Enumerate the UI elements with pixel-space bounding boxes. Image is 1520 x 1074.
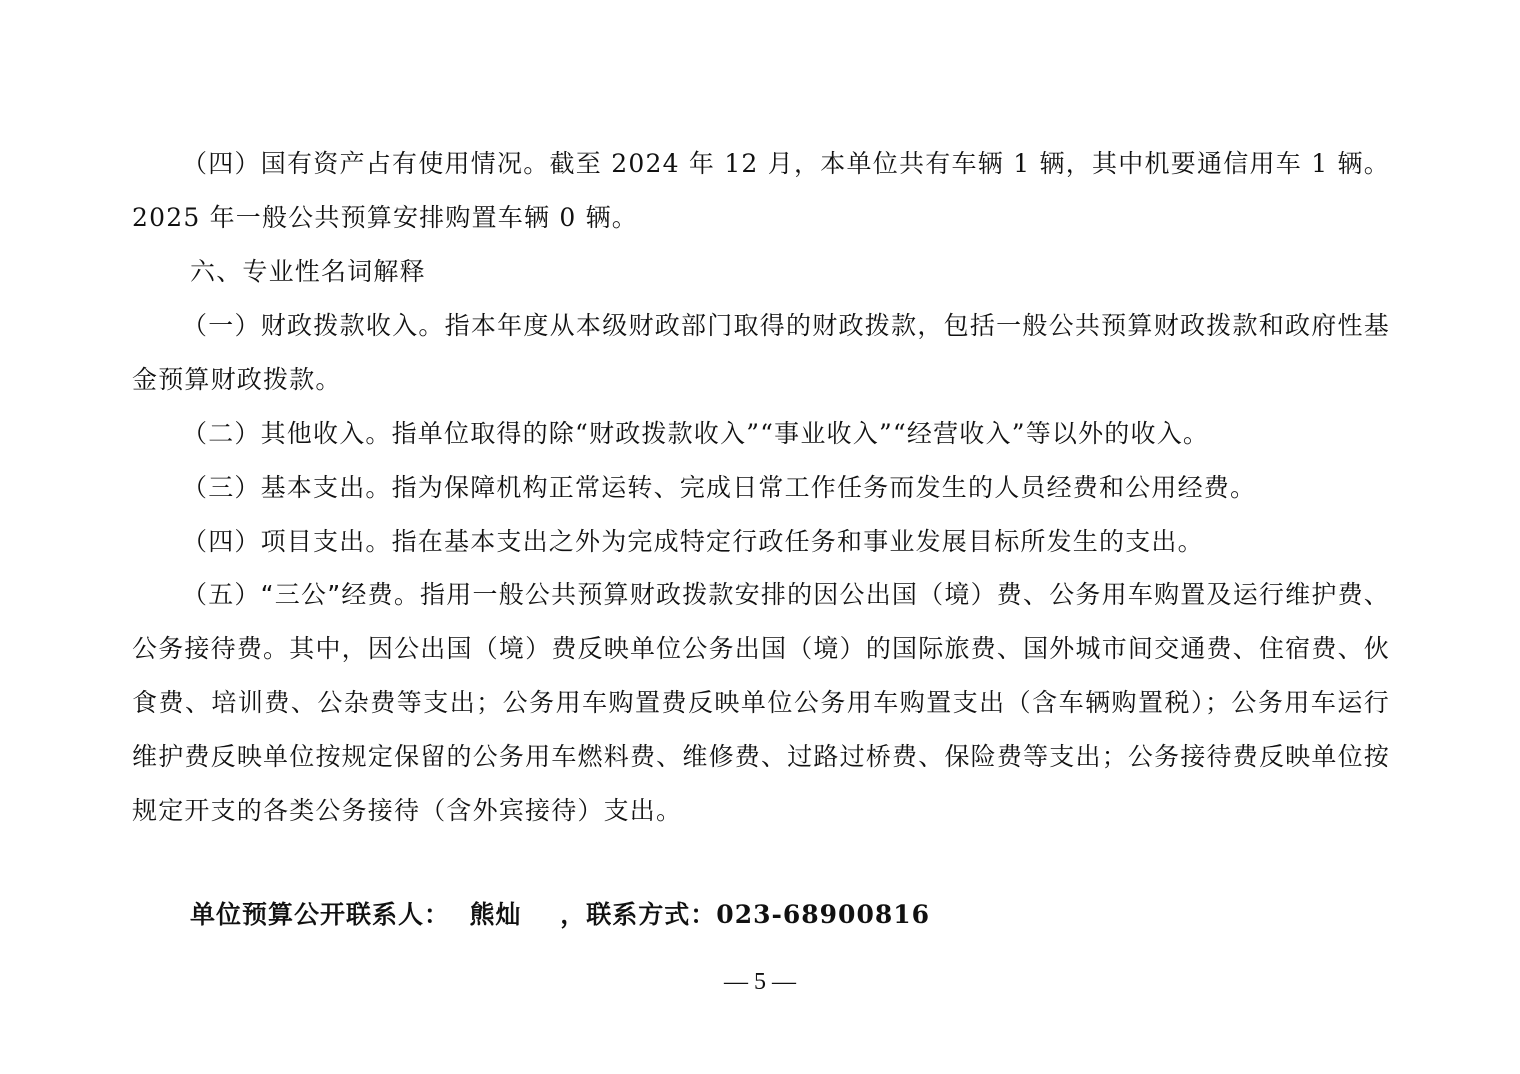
contact-name: 熊灿 bbox=[469, 900, 522, 929]
contact-method-label: ，联系方式： bbox=[560, 900, 717, 929]
page-number: — 5 — bbox=[724, 969, 796, 995]
definition-term: （二）其他收入 bbox=[182, 419, 366, 448]
definition-term: （三）基本支出 bbox=[182, 473, 366, 502]
definition-body: 。指为保障机构正常运转、完成日常工作任务而发生的人员经费和公用经费。 bbox=[365, 473, 1257, 502]
definition-term: （一）财政拨款收入 bbox=[182, 311, 419, 340]
definition-body: 。指用一般公共预算财政拨款安排的因公出国（境）费、公务用车购置及运行维护费、公务接待费。其中，因公出国（境）费反映单位公务出国（境）的国际旅费、国外城市间交通费、住宿费、伙食费、培训费、公杂费等支出；公务用车购置费反映单位公务用车购置支出（含车辆购置税）；公务用车运行维护费反映单位按规定保留的公务用车燃料费、维修费、过路过桥费、保险费等支出；公务接待费反映单位按规定开支的各类公务接待（含外宾接待）支出。 bbox=[132, 580, 1390, 825]
assets-body: 截至 2024 年 12 月，本单位共有车辆 1 辆，其中机要通信用车 1 辆。2025 年一般公共预算安排购置车辆 0 辆。 bbox=[132, 149, 1390, 232]
definition-body: 。指单位取得的除“财政拨款收入”“事业收入”“经营收入”等以外的收入。 bbox=[365, 419, 1210, 448]
definition-paragraph bbox=[132, 515, 1390, 569]
definition-paragraph bbox=[132, 299, 1390, 407]
definition-paragraph bbox=[132, 407, 1390, 461]
definition-body: 。指本年度从本级财政部门取得的财政拨款，包括一般公共预算财政拨款和政府性基金预算财政拨款。 bbox=[132, 311, 1390, 394]
contact-label: 单位预算公开联系人： bbox=[190, 900, 451, 929]
definition-body: 。指在基本支出之外为完成特定行政任务和事业发展目标所发生的支出。 bbox=[365, 527, 1204, 556]
contact-phone: 023-68900816 bbox=[716, 900, 931, 929]
section-heading: 六、专业性名词解释 bbox=[190, 257, 426, 286]
definition-paragraph bbox=[132, 568, 1390, 838]
definition-paragraph bbox=[132, 461, 1390, 515]
contact-line bbox=[190, 888, 930, 942]
definition-term: （五）“三公”经费 bbox=[182, 580, 394, 609]
definition-term: （四）项目支出 bbox=[182, 527, 366, 556]
assets-paragraph bbox=[132, 137, 1390, 245]
assets-lead: （四）国有资产占有使用情况。 bbox=[182, 149, 550, 178]
